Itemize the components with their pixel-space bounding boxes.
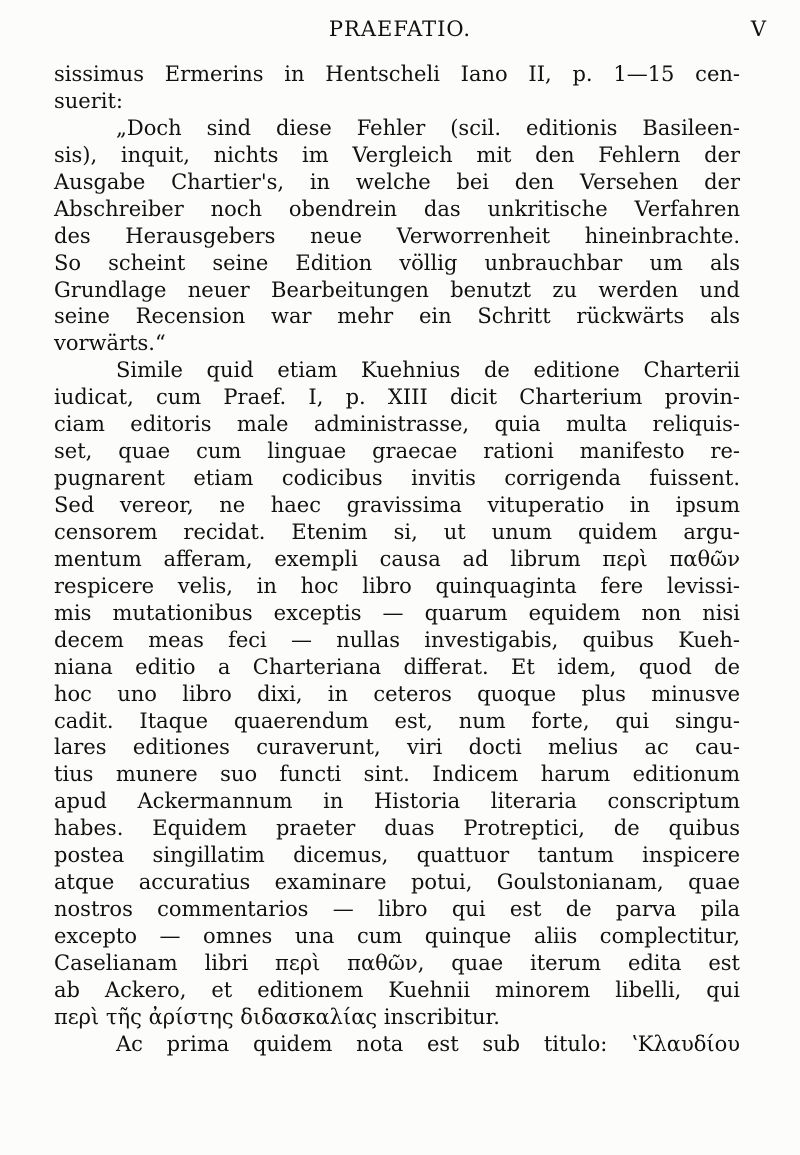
text-line: suerit: bbox=[54, 88, 123, 113]
text-line: περὶ τῆς ἀρίστης διδασκαλίας inscribitur. bbox=[54, 1004, 500, 1029]
text-line: tius munere suo functi sint. Indicem harum editionum bbox=[54, 762, 740, 787]
text-line: Grundlage neuer Bearbeitungen benutzt zu werden und bbox=[54, 277, 740, 302]
text-line: Sed vereor, ne haec gravissima vituperatio in ipsum bbox=[54, 493, 740, 517]
text-line: ciam editoris male administrasse, quia multa reliquis- bbox=[54, 412, 740, 437]
text-line: censorem recidat. Etenim si, ut unum quidem argu- bbox=[54, 519, 740, 544]
text-line: Simile quid etiam Kuehnius de editione Charterii bbox=[116, 358, 740, 383]
page-number: V bbox=[750, 17, 766, 41]
text-line: respicere velis, in hoc libro quinquaginta fere levissi- bbox=[54, 573, 740, 598]
body-text bbox=[54, 61, 740, 1058]
text-line: set, quae cum linguae graecae rationi manifesto re- bbox=[54, 439, 740, 464]
text-line: Ac prima quidem nota est sub titulo: ʽΚλαυδίου bbox=[116, 1031, 740, 1056]
text-line: apud Ackermannum in Historia literaria conscriptum bbox=[54, 789, 740, 814]
text-line: hoc uno libro dixi, in ceteros quoque plus minusve bbox=[54, 681, 740, 706]
text-line: mentum afferam, exempli causa ad librum περὶ παθῶν bbox=[54, 546, 740, 571]
text-line: mis mutationibus exceptis — quarum equidem non nisi bbox=[54, 600, 740, 625]
text-line: pugnarent etiam codicibus invitis corrigenda fuissent. bbox=[54, 466, 740, 491]
text-line: Abschreiber noch obendrein das unkritische Verfahren bbox=[54, 196, 740, 221]
text-line: vorwärts.“ bbox=[54, 331, 166, 356]
running-head bbox=[0, 14, 800, 44]
running-title: PRAEFATIO. bbox=[328, 17, 472, 41]
text-line: niana editio a Charteriana differat. Et idem, quod de bbox=[54, 654, 740, 679]
text-line: Ausgabe Chartier's, in welche bei den Versehen der bbox=[54, 169, 740, 194]
text-line: nostros commentarios — libro qui est de parva pila bbox=[54, 897, 740, 922]
text-line: habes. Equidem praeter duas Protreptici, de quibus bbox=[54, 816, 740, 841]
text-line: seine Recension war mehr ein Schritt rückwärts als bbox=[54, 304, 740, 329]
text-line: excepto — omnes una cum quinque aliis complectitur, bbox=[54, 924, 740, 948]
text-line: des Herausgebers neue Verworrenheit hineinbrachte. bbox=[54, 223, 740, 248]
text-line: lares editiones curaverunt, viri docti melius ac cau- bbox=[54, 735, 740, 760]
text-line: „Doch sind diese Fehler (scil. editionis Basileen- bbox=[116, 115, 740, 140]
text-line: sis), inquit, nichts im Vergleich mit den Fehlern der bbox=[54, 142, 740, 167]
text-line: So scheint seine Edition völlig unbrauchbar um als bbox=[54, 250, 740, 275]
text-line: decem meas feci — nullas investigabis, quibus Kueh- bbox=[54, 627, 740, 652]
text-line: sissimus Ermerins in Hentscheli Iano II, p. 1—15 cen- bbox=[54, 62, 740, 86]
text-line: postea singillatim dicemus, quattuor tantum inspicere bbox=[54, 843, 740, 868]
text-line: iudicat, cum Praef. I, p. XIII dicit Charterium provin- bbox=[54, 385, 740, 410]
text-line: cadit. Itaque quaerendum est, num forte, qui singu- bbox=[54, 708, 740, 733]
text-line: ab Ackero, et editionem Kuehnii minorem libelli, qui bbox=[54, 977, 740, 1002]
text-line: atque accuratius examinare potui, Goulstonianam, quae bbox=[54, 870, 740, 895]
text-line: Caselianam libri περὶ παθῶν, quae iterum edita est bbox=[54, 950, 740, 975]
